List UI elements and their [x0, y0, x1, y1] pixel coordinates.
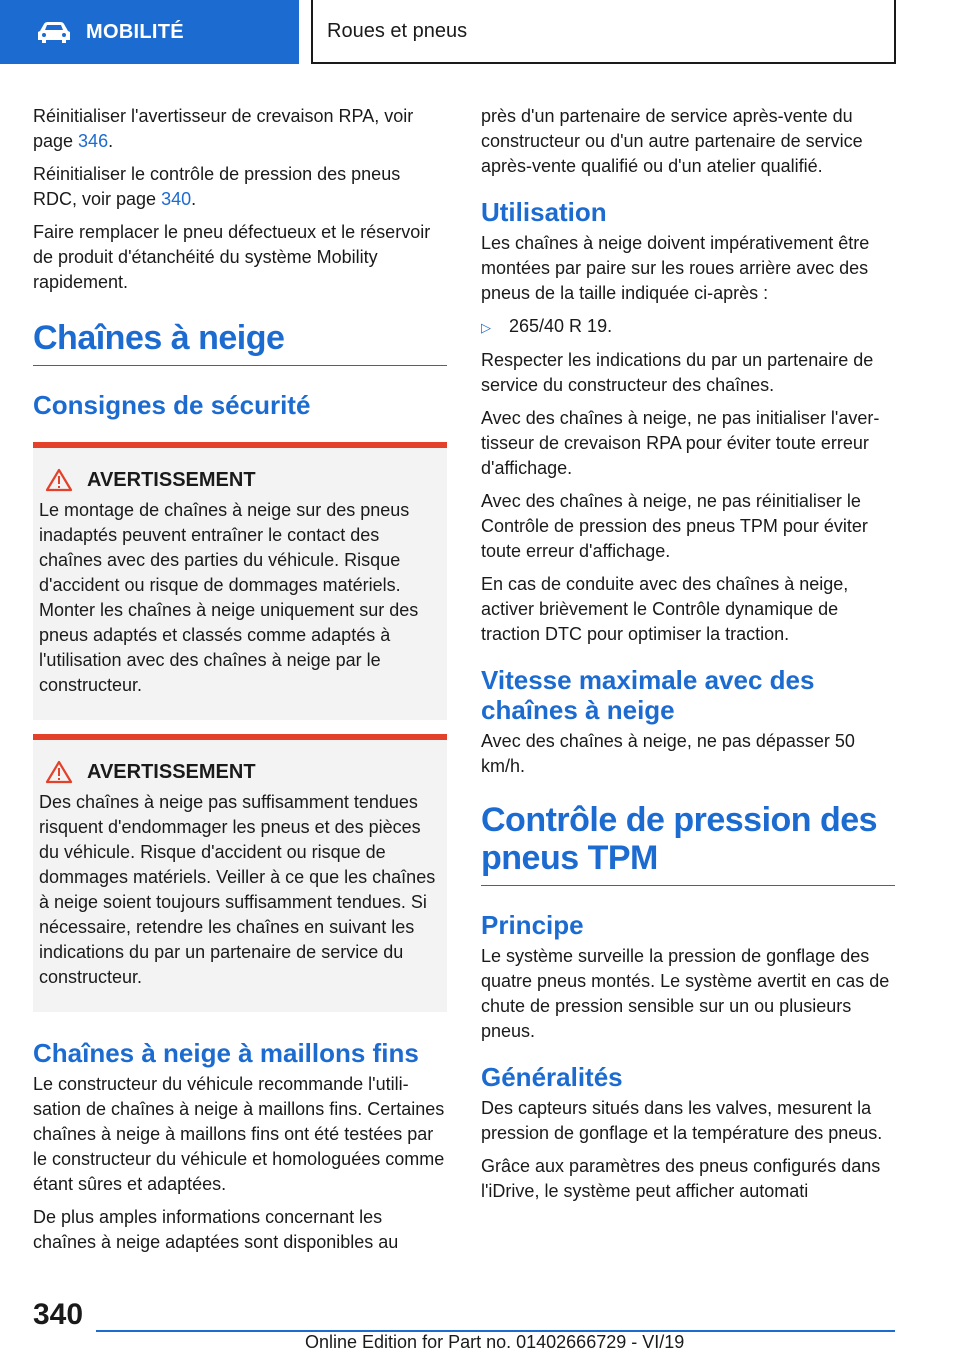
paragraph: Faire remplacer le pneu défectueux et le réservoir de produit d'étanchéité du système Mobility rapidement. — [33, 222, 431, 292]
section-heading: Chaînes à neige — [33, 319, 447, 366]
subsection-heading: Consignes de sécurité — [33, 390, 311, 420]
subsection-heading: Chaînes à neige à maillons fins — [33, 1038, 419, 1068]
paragraph: Réinitialiser le contrôle de pression des pneus RDC, voir page 340. — [33, 164, 401, 209]
paragraph: Les chaînes à neige doivent impérativement être montées par paire sur les roues arrière avec des pneus de la taille indiquée ci-après : — [481, 233, 870, 303]
right-column — [481, 104, 895, 1212]
paragraph: Respecter les indications du par un partenaire de service du constructeur des chaînes. — [481, 350, 874, 395]
paragraph: Avec des chaînes à neige, ne pas dépasser 50 km/h. — [481, 731, 855, 776]
warning-text: Le montage de chaînes à neige sur des pneus inadaptés peuvent entraîner le contact des chaînes avec des parties du véhicule. Risque d'accident ou risque de dommages matériels. Monter les chaînes à neige uniquement sur des pneus adaptés et classés comme adaptés à l'utilisation avec des chaînes à neige par le constructeur. — [39, 500, 419, 695]
warning-text: Des chaînes à neige pas suffisamment tendues risquent d'endommager les pneus et des pièces du véhicule. Risque d'accident ou risque de dommages matériels. Veiller à ce que les chaînes à neige soient toujours suffisamment tendues. Si nécessaire, retendre les chaînes en suivant les indications du par un partenaire de service du constructeur. — [39, 792, 436, 987]
warning-title: AVERTISSEMENT — [87, 468, 256, 491]
paragraph: En cas de conduite avec des chaînes à neige, activer brièvement le Contrôle dynamique de traction DTC pour optimiser la traction. — [481, 574, 849, 644]
left-column — [33, 104, 447, 1263]
section-heading: Contrôle de pression des pneus TPM — [481, 801, 895, 886]
paragraph: Avec des chaînes à neige, ne pas réinitialiser le Contrôle de pression des pneus TPM pour éviter toute erreur d'affichage. — [481, 491, 868, 561]
warning-title: AVERTISSEMENT — [87, 760, 256, 783]
paragraph: Grâce aux paramètres des pneus configurés dans l'iDrive, le système peut afficher automati — [481, 1156, 881, 1201]
warning-triangle-icon — [45, 468, 73, 492]
page-link[interactable]: 346 — [78, 131, 109, 151]
paragraph: près d'un partenaire de service après-vente du constructeur ou d'un autre partenaire de service après-vente qualifié ou d'un atelier qualifié. — [481, 106, 863, 176]
paragraph: Réinitialiser l'avertisseur de crevaison RPA, voir page 346. — [33, 106, 414, 151]
paragraph: Le système surveille la pression de gonflage des quatre pneus montés. Le système avertit en cas de chute de pression sensible sur un ou plusieurs pneus. — [481, 946, 890, 1041]
section-label: MOBILITÉ — [86, 20, 184, 43]
paragraph: Avec des chaînes à neige, ne pas initialiser l'avertisseur de crevaison RPA pour éviter toute erreur d'affichage. — [481, 408, 880, 478]
paragraph: Des capteurs situés dans les valves, mesurent la pression de gonflage et la température des pneus. — [481, 1098, 883, 1143]
subsection-heading: Utilisation — [481, 197, 607, 227]
warning-box — [33, 734, 447, 1012]
subsection-heading: Vitesse maximale avec des chaînes à neige — [481, 665, 815, 725]
bullet-triangle-icon: ▷ — [481, 320, 491, 335]
page-number: 340 — [33, 1298, 84, 1331]
paragraph: Le constructeur du véhicule recommande l'utilisation de chaînes à neige à maillons fins. Certaines chaînes à neige à maillons fins ont été testées par le constructeur du véhicule et homologuées comme étant sûres et adaptées. — [33, 1074, 445, 1194]
warning-box — [33, 442, 447, 720]
edition-text: Online Edition for Part no. 01402666729 - VI/19 — [305, 1332, 685, 1352]
car-icon — [36, 20, 72, 44]
subsection-heading: Généralités — [481, 1062, 623, 1092]
subsection-heading: Principe — [481, 910, 584, 940]
list-item: ▷ 265/40 R 19. — [481, 314, 895, 340]
chapter-title: Roues et pneus — [311, 0, 896, 64]
warning-triangle-icon — [45, 760, 73, 784]
section-tab[interactable] — [0, 0, 299, 64]
paragraph: De plus amples informations concernant les chaînes à neige adaptées sont disponibles au — [33, 1207, 399, 1252]
page-link[interactable]: 340 — [161, 189, 192, 209]
